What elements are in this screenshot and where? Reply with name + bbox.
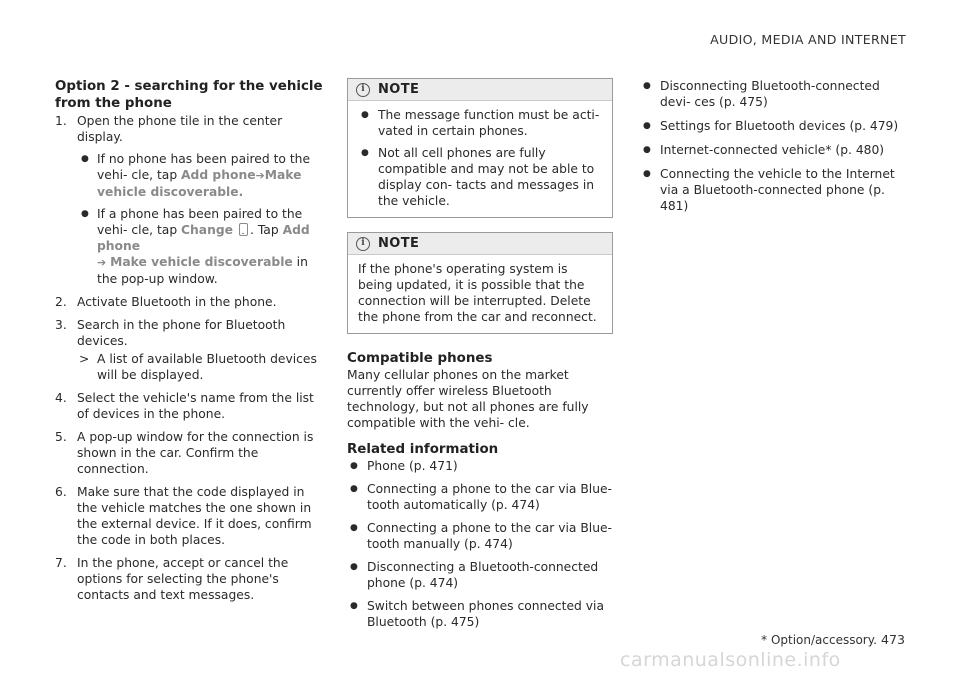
step-4 — [55, 390, 325, 422]
related-link-text: Connecting the vehicle to the Internet via a Bluetooth-connected phone (p. 481) — [660, 167, 895, 213]
note-box-2 — [347, 232, 613, 334]
note-body — [348, 101, 612, 217]
note-item — [358, 107, 602, 139]
column-related-continued — [640, 78, 905, 222]
note-item-text: Not all cell phones are fully compatible and may not be able to display con- tacts and messages in the vehicle. — [378, 146, 595, 208]
related-link-text: Connecting a phone to the car via Blue- tooth automatically (p. 474) — [367, 482, 612, 512]
bullet-icon: ● — [350, 601, 358, 611]
step-text: Activate Bluetooth in the phone. — [77, 295, 277, 309]
sub-bullet-no-phone — [77, 151, 325, 200]
related-link[interactable] — [640, 142, 905, 158]
step-text: Make sure that the code displayed in the vehicle matches the one shown in the external device. If it does, confirm the code in both places. — [77, 485, 312, 547]
note-body: If the phone's operating system is being updated, it is possible that the connection will be interrupted. Delete the phone from the car and reconnect. — [358, 262, 597, 324]
bullet-icon: ● — [350, 523, 358, 533]
related-link[interactable] — [640, 78, 905, 110]
related-list — [347, 458, 613, 630]
sub-bullet-phone-paired — [77, 206, 325, 287]
section-header: AUDIO, MEDIA AND INTERNET — [710, 32, 906, 47]
related-link[interactable] — [347, 598, 613, 630]
bullet-icon: ● — [350, 484, 358, 494]
step-6 — [55, 484, 325, 548]
bullet-icon: ● — [350, 461, 358, 471]
column-notes — [347, 78, 613, 637]
related-link-text: Internet-connected vehicle* (p. 480) — [660, 143, 885, 157]
compatible-phones-heading: Compatible phones — [347, 351, 493, 366]
bullet-icon: ● — [643, 121, 651, 131]
step-text: In the phone, accept or cancel the options for selecting the phone's contacts and text messages. — [77, 556, 289, 602]
note-box-1 — [347, 78, 613, 218]
note-item-text: The message function must be acti- vated in certain phones. — [378, 108, 600, 138]
bullet-icon: ● — [361, 148, 369, 158]
phone-icon — [239, 223, 248, 236]
sub-text: If no phone has been paired to the vehi- cle, tap — [97, 152, 311, 182]
step-number: 1. — [55, 114, 67, 128]
note-header — [348, 79, 612, 101]
related-link-text: Settings for Bluetooth devices (p. 479) — [660, 119, 899, 133]
step-number: 2. — [55, 295, 67, 309]
step-5 — [55, 429, 325, 477]
step-text: Search in the phone for Bluetooth devices. — [77, 318, 286, 348]
bullet-icon: ● — [350, 562, 358, 572]
related-link[interactable] — [640, 118, 905, 134]
related-link-text: Disconnecting Bluetooth-connected devi- ces (p. 475) — [660, 79, 880, 109]
add-phone-link[interactable]: Add phone — [181, 168, 256, 182]
step-7 — [55, 555, 325, 603]
bullet-icon: ● — [361, 110, 369, 120]
related-link-text: Phone (p. 471) — [367, 459, 458, 473]
watermark: carmanualsonline.info — [620, 649, 841, 671]
info-icon: i — [356, 83, 370, 97]
note-header — [348, 233, 612, 255]
sub-text-mid: . Tap — [250, 223, 283, 237]
step-number: 3. — [55, 318, 67, 332]
sub-text: If a phone has been paired to the vehi- cle, tap — [97, 207, 303, 237]
page-footer — [761, 632, 905, 648]
make-discoverable-link[interactable]: Make vehicle discoverable — [110, 255, 293, 269]
step-number: 5. — [55, 430, 67, 444]
step-number: 6. — [55, 485, 67, 499]
step-number: 7. — [55, 556, 67, 570]
note-title: NOTE — [378, 81, 420, 97]
arrow-right-icon: ➔ — [255, 169, 265, 182]
related-link-text: Switch between phones connected via Bluetooth (p. 475) — [367, 599, 604, 629]
related-info-heading: Related information — [347, 442, 499, 457]
step-result — [77, 351, 325, 383]
related-link-text: Connecting a phone to the car via Blue- tooth manually (p. 474) — [367, 521, 612, 551]
step-text: Open the phone tile in the center display. — [77, 114, 283, 144]
bullet-icon: ● — [643, 169, 651, 179]
related-link[interactable] — [347, 559, 613, 591]
step-text: Select the vehicle's name from the list of devices in the phone. — [77, 391, 314, 421]
step-text: A pop-up window for the connection is shown in the car. Confirm the connection. — [77, 430, 314, 476]
step-1 — [55, 113, 325, 287]
arrow-right-icon: ➔ — [97, 256, 107, 269]
step-2 — [55, 294, 325, 310]
bullet-icon: ● — [643, 81, 651, 91]
related-link[interactable] — [347, 458, 613, 474]
related-link[interactable] — [347, 520, 613, 552]
add-phone-link[interactable]: Add phone — [97, 223, 310, 253]
bullet-icon: ● — [81, 209, 89, 219]
related-link[interactable] — [347, 481, 613, 513]
change-link[interactable]: Change — [181, 223, 234, 237]
step-number: 4. — [55, 391, 67, 405]
sub-text-post: in the pop-up window. — [97, 255, 308, 286]
make-discoverable-link[interactable]: Make vehicle discoverable. — [97, 168, 302, 199]
info-icon: i — [356, 237, 370, 251]
note-item — [358, 145, 602, 209]
step-3 — [55, 317, 325, 383]
related-link[interactable] — [640, 166, 905, 214]
note-title: NOTE — [378, 235, 420, 251]
result-marker: > — [79, 352, 90, 366]
column-instructions — [55, 78, 325, 610]
option-heading: Option 2 - searching for the vehicle from the phone — [55, 79, 323, 111]
bullet-icon: ● — [81, 154, 89, 164]
related-link-text: Disconnecting a Bluetooth-connected phone (p. 474) — [367, 560, 599, 590]
footnote: * Option/accessory. — [761, 633, 877, 647]
compatible-phones-text: Many cellular phones on the market currently offer wireless Bluetooth technology, but not all phones are fully compatible with the vehi- cle. — [347, 368, 589, 430]
bullet-icon: ● — [643, 145, 651, 155]
result-text: A list of available Bluetooth devices will be displayed. — [97, 352, 317, 382]
page-number: 473 — [880, 632, 905, 647]
